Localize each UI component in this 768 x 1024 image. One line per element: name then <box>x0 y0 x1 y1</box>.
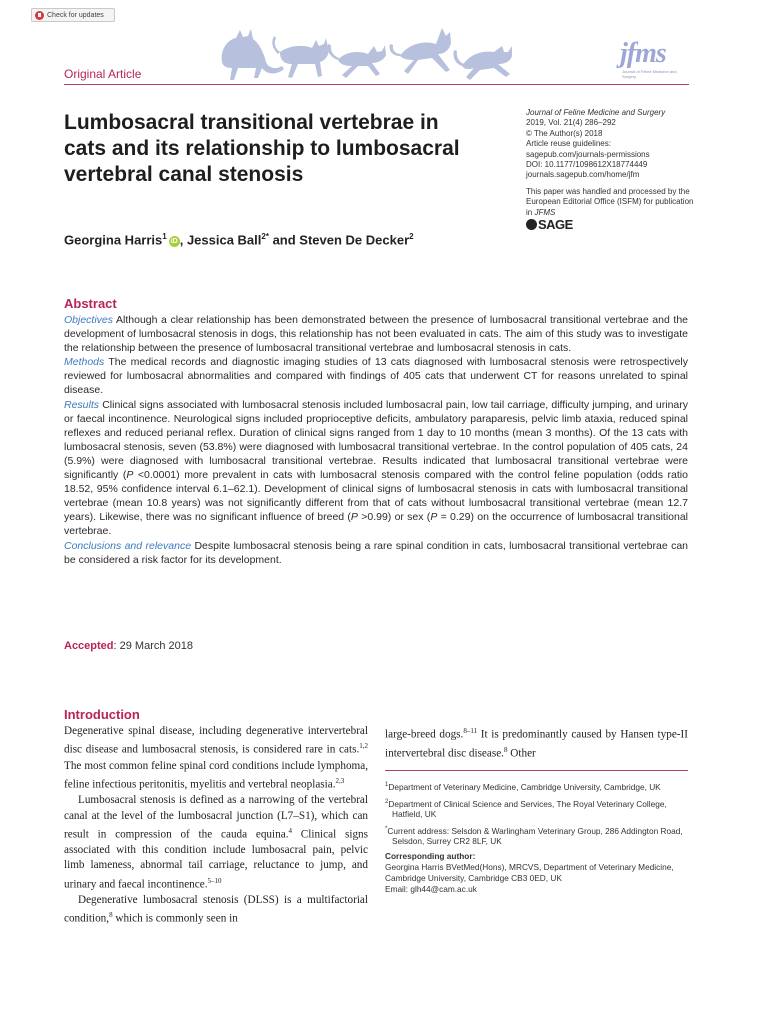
reuse-guidelines: Article reuse guidelines: <box>526 139 611 149</box>
corresponding-author-details: Georgina Harris BVetMed(Hons), MRCVS, Department of Veterinary Medicine, Cambridge University, Cambridge CB3 0ED, UK <box>385 862 674 883</box>
accepted-value: : 29 March 2018 <box>113 640 194 652</box>
author-name: and Steven De Decker <box>268 232 410 248</box>
check-for-updates-button[interactable] <box>31 8 115 22</box>
abstract-results: Results Clinical signs associated with lumbosacral stenosis included lumbosacral pain, low tail carriage, difficulty jumping, and urinary or faecal incontinence. Neurological signs included proprioceptive deficits, ambulatory paraparesis, pelvic limb ataxia, reduced spinal reflexes and reduced perianal reflex. Duration of clinical signs ranged from 1 day to 10 months (mean 3 months). Of the 13 cats with lumbosacral stenosis, seven (53.8%) were diagnosed with lumbosacral transitional vertebrae. In the control population of 405 cats, 24 (5.9%) were diagnosed with lumbosacral transitional vertebrae. Results indicated that lumbosacral transitional vertebrae were significantly (P <0.0001) more prevalent in cats with lumbosacral stenosis compared with the control feline population (odds ratio 18.52, 95% confidence interval 6.1–62.1). Development of clinical signs of lumbosacral stenosis in cats with lumbosacral transitional vertebrae (mean 10.8 years) was not significantly different from that of cats without lumbosacral transitional vertebrae (mean 12.7 years). Likewise, there was no significant influence of breed (P >0.99) or sex (P = 0.29) on the occurrence of lumbosacral transitional vertebrae. <box>64 398 689 538</box>
affiliations-divider <box>385 770 688 771</box>
cat-silhouette-icon <box>453 46 512 80</box>
cat-silhouette-icon <box>272 36 328 78</box>
cats-banner <box>218 22 534 84</box>
author-affiliation-sup: 2* <box>261 232 269 241</box>
author-affiliation-sup: 2 <box>409 232 414 241</box>
abstract-conclusions: Conclusions and relevance Despite lumbosacral stenosis being a rare spinal condition in cats, lumbosacral transitional vertebrae can be considered a risk factor for its development. <box>64 539 689 566</box>
intro-paragraph: large-breed dogs.$^{8-11}$ It is predominantly caused by Hansen type-II intervertebral disc disease.$^8$ Other <box>385 727 688 760</box>
article-type-label: Original Article <box>64 67 142 81</box>
affiliation-item: $^1$Department of Veterinary Medicine, Cambridge University, Cambridge, UK <box>385 781 661 792</box>
abstract-objectives: Objectives Although a clear relationship has been demonstrated between the presence of lumbosacral transitional vertebrae and the development of lumbosacral stenosis in dogs, this relationship has not been evaluated in cats. The aim of this study was to investigate the relationship between the presence of lumbosacral transitional vertebrae and lumbosacral stenosis in cats. <box>64 314 688 355</box>
sage-logo <box>526 217 573 232</box>
accepted-label: Accepted <box>64 640 114 652</box>
sage-logo-text: SAGE <box>538 217 573 232</box>
abstract-heading: Abstract <box>64 296 117 311</box>
affiliation-item: *Current address: Selsdon & Warlingham Veterinary Group, 286 Addington Road, Selsdon, Surrey CR2 8LF, UK <box>385 825 683 847</box>
intro-paragraph: Degenerative spinal disease, including degenerative intervertebral disc disease and lumbosacral stenosis, is considered rare in cats.$^{1,2}$ The most common feline spinal cord conditions include lymphoma, feline infectious peritonitis, myelitis and vertebral neoplasia.$^{2,3}$ <box>64 725 368 791</box>
author-name: , Jessica Ball <box>179 232 262 248</box>
article-title: Lumbosacral transitional vertebrae in cats and its relationship to lumbosacral vertebral canal stenosis <box>64 111 460 186</box>
header-divider <box>64 84 689 85</box>
jfms-logo-subtitle: Journal of Feline Medicine and Surgery <box>622 69 677 79</box>
jfms-logo-text: jfms <box>620 38 666 69</box>
copyright: © The Author(s) 2018 <box>526 128 603 138</box>
editorial-note: This paper was handled and processed by the European Editorial Office (ISFM) for publication in JFMS <box>526 186 694 217</box>
abstract-methods: Methods The medical records and diagnostic imaging studies of 13 cats diagnosed with lumbosacral stenosis were retrospectively reviewed for lumbosacral abnormalities and compared with findings of 405 cats that underwent CT for reasons unrelated to spinal disease. <box>64 356 688 397</box>
cat-silhouette-icon <box>328 44 386 78</box>
introduction-right-column <box>385 724 688 762</box>
accepted-date <box>64 640 193 652</box>
journal-volume: 2019, Vol. 21(4) 286–292 <box>526 118 616 128</box>
intro-paragraph: Lumbosacral stenosis is defined as a narrowing of the vertebral canal at the level of the lumbosacral junction (L7–S1), which can result in compression of the cauda equina.$^4$ Clinical signs associated with this condition include lumbosacral pain, pelvic limb lameness, abnormal tail carriage, reluctance to jump, and urinary and faecal incontinence.$^{5-10}$ <box>64 794 368 891</box>
journal-info <box>526 108 696 218</box>
corresponding-author-email[interactable]: Email: glh44@cam.ac.uk <box>385 883 477 894</box>
author-affiliation-sup: 1 <box>162 232 167 241</box>
check-for-updates-label: Check for updates <box>47 11 104 19</box>
author-name: Georgina Harris <box>64 232 163 248</box>
journal-name: Journal of Feline Medicine and Surgery <box>526 108 666 117</box>
crossmark-icon <box>35 11 44 20</box>
abstract-body <box>64 313 688 567</box>
introduction-left-column <box>64 724 368 928</box>
jfms-logo <box>618 38 690 82</box>
orcid-icon[interactable]: iD <box>170 238 178 246</box>
journal-home-link[interactable]: journals.sagepub.com/home/jfm <box>526 170 640 180</box>
corresponding-author-heading: Corresponding author: <box>385 851 476 862</box>
author-list <box>64 232 414 247</box>
introduction-heading: Introduction <box>64 707 140 722</box>
sage-disc-icon <box>526 219 537 230</box>
cat-silhouette-icon <box>390 28 451 74</box>
reuse-link[interactable]: sagepub.com/journals-permissions <box>526 149 650 159</box>
doi[interactable]: DOI: 10.1177/1098612X18774449 <box>526 160 648 170</box>
intro-paragraph: Degenerative lumbosacral stenosis (DLSS) is a multifactorial condition,$^8$ which is commonly seen in <box>64 894 368 926</box>
affiliation-item: $^2$Department of Clinical Science and Services, The Royal Veterinary College, Hatfield, UK <box>385 798 667 820</box>
affiliations <box>385 780 688 894</box>
